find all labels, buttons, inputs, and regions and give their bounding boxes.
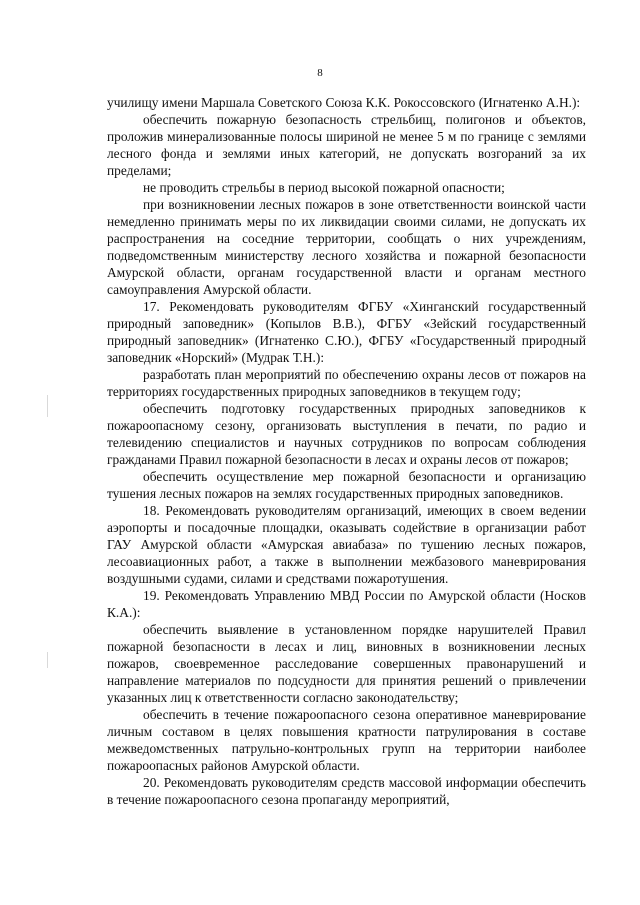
paragraph-item-20: 20. Рекомендовать руководителям средств массовой информации обеспечить в течение пожароопасного сезона пропаганду мероприятий, [107,775,586,807]
paragraph: обеспечить осуществление мер пожарной безопасности и организацию тушения лесных пожаров на землях государственных природных заповедников. [107,469,586,501]
page-number: 8 [317,67,323,79]
scan-margin-mark [47,652,48,668]
paragraph: обеспечить подготовку государственных природных заповедников к пожароопасному сезону, организовать выступления в печати, по радио и телевидению специалистов и научных сотрудников по вопросам соблюдения гражданами Правил пожарной безопасности в лесах и охраны лесов от пожаров; [107,401,586,467]
paragraph-item-19: 19. Рекомендовать Управлению МВД России по Амурской области (Носков К.А.): [107,588,586,620]
paragraph: при возникновении лесных пожаров в зоне ответственности воинской части немедленно принимать меры по их ликвидации своими силами, не допускать их распространения на соседние территории, сообщать о них учреждениям, подведомственным министерству лесного хозяйства и пожарной безопасности Амурской области, органам государственной власти и органам местного самоуправления Амурской области. [107,197,586,297]
paragraph-item-17: 17. Рекомендовать руководителям ФГБУ «Хинганский государственный природный заповедник» (Копылов В.В.), ФГБУ «Зейский государственный природный заповедник» (Игнатенко С.Ю.), ФГБУ «Государственный природный заповедник «Норский» (Мудрак Т.Н.): [107,299,586,365]
paragraph: разработать план мероприятий по обеспечению охраны лесов от пожаров на территориях государственных природных заповедников в текущем году; [107,367,586,399]
paragraph: училищу имени Маршала Советского Союза К.К. Рокоссовского (Игнатенко А.Н.): [107,95,581,110]
document-body [107,94,586,808]
paragraph: обеспечить выявление в установленном порядке нарушителей Правил пожарной безопасности в лесах и лиц, виновных в возникновении лесных пожаров, своевременное расследование совершенных правонарушений и направление материалов по подсудности для принятия решений о привлечении указанных лиц к ответственности согласно законодательству; [107,622,586,705]
paragraph: не проводить стрельбы в период высокой пожарной опасности; [143,180,505,195]
paragraph: обеспечить пожарную безопасность стрельбищ, полигонов и объектов, проложив минерализованные полосы шириной не менее 5 м по границе с землями лесного фонда и землями иных категорий, не допускать возгораний за их пределами; [107,112,586,178]
scan-margin-mark [47,395,48,417]
paragraph-item-18: 18. Рекомендовать руководителям организаций, имеющих в своем ведении аэропорты и посадочные площадки, оказывать содействие в организации работ ГАУ Амурской области «Амурская авиабаза» по тушению лесных пожаров, лесоавиационных работ, а также в выполнении межбазового маневрирования воздушными судами, силами и средствами пожаротушения. [107,503,586,586]
paragraph: обеспечить в течение пожароопасного сезона оперативное маневрирование личным составом в целях повышения кратности патрулирования в составе межведомственных патрульно-контрольных групп на территории наиболее пожароопасных районов Амурской области. [107,707,586,773]
